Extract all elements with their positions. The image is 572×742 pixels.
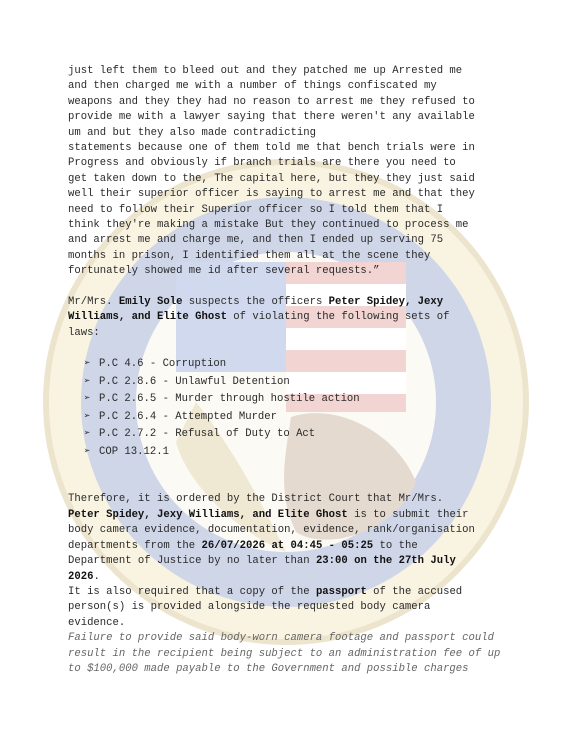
passport-keyword: passport <box>315 585 367 598</box>
officer-name: and Elite Ghost <box>131 311 227 324</box>
passport-requirement: It is also required that a copy of the passport of the accused person(s) is provided alongside the requested body camera evidence. <box>68 585 463 629</box>
testimony-line: just left them to bleed out and they patched me up Arrested me <box>68 65 463 77</box>
court-order: Therefore, it is ordered by the District Court that Mr/Mrs. Peter Spidey, Jexy Williams, and Elite Ghost is to submit their body camera evidence, documentation, evidence, rank/organisation departments from the 26/07/2026 at 04:45 - 05:25 to the Department of Justice by no later than 23:00 on the 27th July 2026. <box>68 493 475 583</box>
violated-laws-list <box>68 357 504 460</box>
officer-name: Peter Spidey <box>328 295 405 308</box>
law-item: ➢ P.C 2.6.4 - Attempted Murder <box>84 410 504 425</box>
testimony-line: provide me with a lawyer saying that there weren't any available <box>68 111 475 124</box>
arrow-bullet-icon: ➢ <box>84 428 91 441</box>
testimony-line: statements because one of them told me that bench trials were in <box>68 142 475 155</box>
penalty-warning: Failure to provide said body-worn camera footage and passport could result in the recipient being subject to an administration fee of up to $100,000 made payable to the Government and possible charges <box>68 632 501 675</box>
testimony-line: think they're making a mistake But they continued to process me <box>68 219 469 232</box>
testimony-line: and then charged me with a number of things confiscated my <box>68 80 437 93</box>
law-item: ➢ P.C 2.6.5 - Murder through hostile action <box>84 392 504 407</box>
testimony-line: months in prison, I identified them all at the scene they <box>68 249 431 262</box>
accused-names: Peter Spidey, Jexy Williams, and Elite Ghost <box>68 508 348 521</box>
officer-name: Jexy <box>417 295 444 308</box>
complainant-name: Emily Sole <box>118 295 183 308</box>
arrow-bullet-icon: ➢ <box>84 393 91 406</box>
document-body <box>68 64 504 677</box>
testimony-quote <box>68 64 504 280</box>
deadline-year: 2026 <box>68 570 94 583</box>
deadline: 23:00 on the 27th July <box>315 555 456 568</box>
law-item: ➢ P.C 2.8.6 - Unlawful Detention <box>84 375 504 390</box>
testimony-line: fortunately showed me id after several requests.” <box>68 265 380 278</box>
officer-name: Williams <box>68 311 119 324</box>
testimony-line: and arrest me and charge me, and then I ended up serving 75 <box>68 234 444 247</box>
law-item: ➢ COP 13.12.1 <box>84 445 504 460</box>
incident-datetime: 26/07/2026 at 04:45 - 05:25 <box>201 539 374 552</box>
testimony-line: Progress and obviously if branch trials are there you need to <box>68 157 456 170</box>
testimony-line: weapons and they they had no reason to arrest me they refused to <box>68 95 475 108</box>
law-item: ➢ P.C 2.7.2 - Refusal of Duty to Act <box>84 427 504 442</box>
suspicion-statement: Mr/Mrs. Emily Sole suspects the officers Peter Spidey, Jexy Williams, and Elite Ghost of violating the following sets of laws: <box>68 295 450 339</box>
arrow-bullet-icon: ➢ <box>84 357 91 370</box>
arrow-bullet-icon: ➢ <box>84 410 91 423</box>
testimony-line: well their superior officer is saying to arrest me and that they <box>68 188 475 201</box>
law-item: ➢ P.C 4.6 - Corruption <box>84 357 504 372</box>
testimony-line: get taken down to the, The capital here, but they they just said <box>68 172 475 185</box>
arrow-bullet-icon: ➢ <box>84 375 91 388</box>
testimony-line: need to follow their Superior officer so I told them that I <box>68 203 444 216</box>
arrow-bullet-icon: ➢ <box>84 445 91 458</box>
testimony-line: um and but they also made contradicting <box>68 126 316 139</box>
